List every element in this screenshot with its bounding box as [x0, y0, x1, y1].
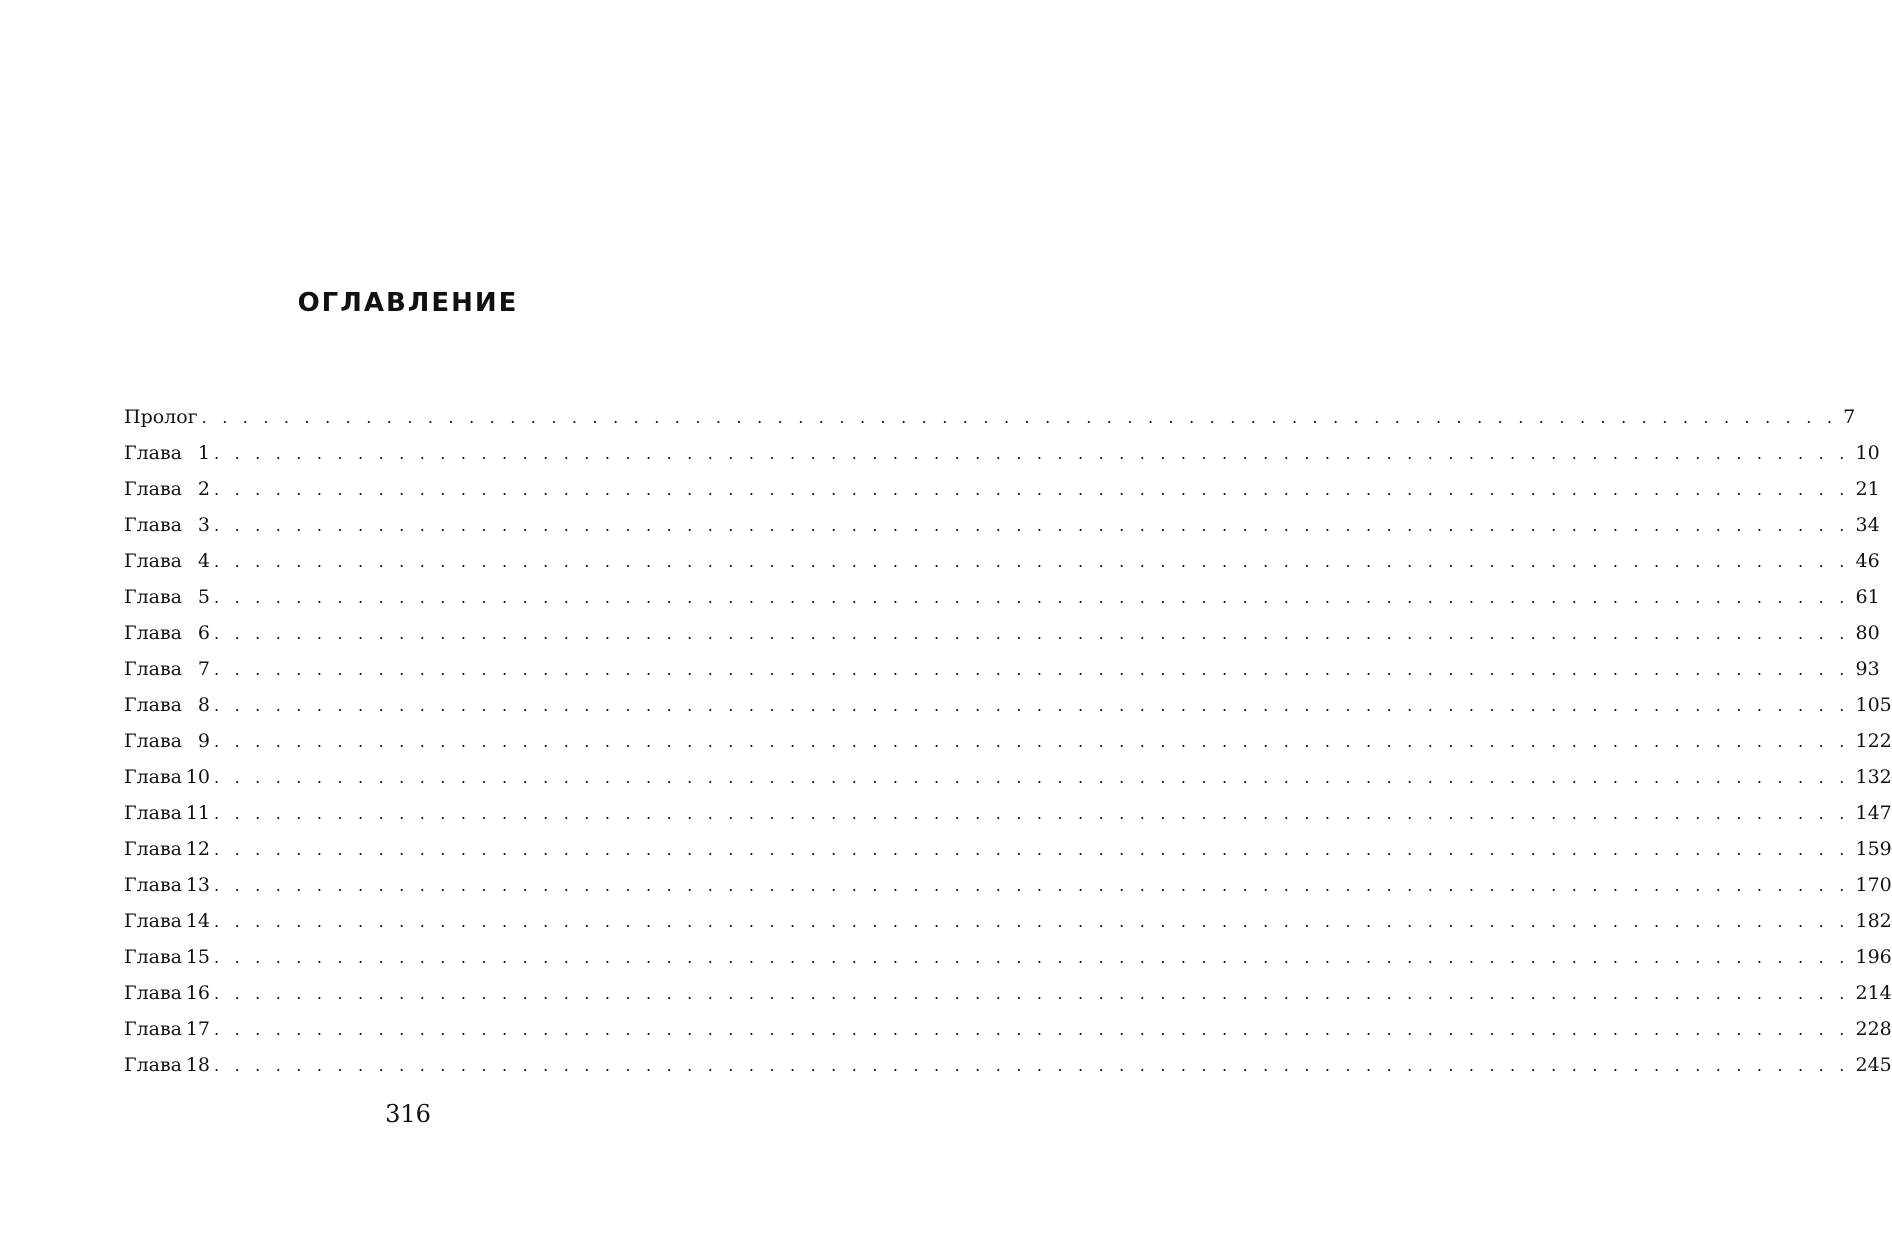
- toc-entry-number: 1: [197, 442, 211, 464]
- toc-entry-title: Глава: [124, 514, 183, 536]
- toc-entry-label: [124, 658, 210, 680]
- dot-leader: . . . . . . . . . . . . . . . . . . . . . . . . . . . . . . . . . . . . . . . . . . . . . . . . . . . . . . . . . . . . . . . . . . . . . . . . . . . . . . . .: [214, 732, 1850, 751]
- toc-entry-page: 170: [1855, 874, 1892, 896]
- toc-entry-title: Глава: [124, 910, 183, 932]
- toc-entry-title: Глава: [124, 586, 183, 608]
- toc-entry-number: 17: [185, 1018, 211, 1040]
- toc-entry-number: 9: [197, 730, 211, 752]
- toc-entry: [124, 1018, 1892, 1054]
- dot-leader: . . . . . . . . . . . . . . . . . . . . . . . . . . . . . . . . . . . . . . . . . . . . . . . . . . . . . . . . . . . . . . . . . . . . . . . . . . . . . . . .: [214, 660, 1850, 679]
- toc-entry-label: [124, 514, 210, 536]
- page-number: 316: [385, 1100, 431, 1128]
- toc-entry: [124, 1054, 1892, 1090]
- toc-entry-label: [124, 730, 210, 752]
- toc-entry: [124, 874, 1892, 910]
- toc-entry: [124, 658, 1880, 694]
- dot-leader: . . . . . . . . . . . . . . . . . . . . . . . . . . . . . . . . . . . . . . . . . . . . . . . . . . . . . . . . . . . . . . . . . . . . . . . . . . . . . . . .: [214, 948, 1850, 967]
- dot-leader: . . . . . . . . . . . . . . . . . . . . . . . . . . . . . . . . . . . . . . . . . . . . . . . . . . . . . . . . . . . . . . . . . . . . . . . . . . . . . . . .: [214, 984, 1850, 1003]
- toc-entry: [124, 766, 1892, 802]
- toc-entry: [124, 730, 1892, 766]
- toc-entry-number: 6: [197, 622, 211, 644]
- toc-entry-title: Глава: [124, 1018, 183, 1040]
- toc-entry-title: Глава: [124, 946, 183, 968]
- toc-entry-label: [124, 802, 210, 824]
- toc-entry-page: 196: [1855, 946, 1892, 968]
- toc-entry: [124, 550, 1880, 586]
- toc-entry-number: 8: [197, 694, 211, 716]
- toc-entry-page: 93: [1855, 658, 1880, 680]
- toc-entry-page: 105: [1855, 694, 1892, 716]
- toc-entry-title: Глава: [124, 982, 183, 1004]
- dot-leader: . . . . . . . . . . . . . . . . . . . . . . . . . . . . . . . . . . . . . . . . . . . . . . . . . . . . . . . . . . . . . . . . . . . . . . . . . . . . . . . .: [214, 588, 1850, 607]
- toc-entry-label: [124, 442, 210, 464]
- toc-entry: [124, 982, 1892, 1018]
- toc-entry-title: Глава: [124, 874, 183, 896]
- dot-leader: . . . . . . . . . . . . . . . . . . . . . . . . . . . . . . . . . . . . . . . . . . . . . . . . . . . . . . . . . . . . . . . . . . . . . . . . . . . . . . . .: [214, 876, 1850, 895]
- toc-entry-label: [124, 478, 210, 500]
- toc-entry-page: 159: [1855, 838, 1892, 860]
- toc-entry: [124, 442, 1880, 478]
- toc-entry-title: Глава: [124, 550, 183, 572]
- toc-entry-label: [124, 874, 210, 896]
- toc-entry-title: Глава: [124, 478, 183, 500]
- toc-entry-label: [124, 910, 210, 932]
- toc-entry-title: Глава: [124, 730, 183, 752]
- dot-leader: . . . . . . . . . . . . . . . . . . . . . . . . . . . . . . . . . . . . . . . . . . . . . . . . . . . . . . . . . . . . . . . . . . . . . . . . . . . . . . . .: [214, 624, 1850, 643]
- toc-entry-title: Глава: [124, 802, 183, 824]
- toc-entry-title: Глава: [124, 838, 183, 860]
- toc-entry-number: 14: [185, 910, 211, 932]
- dot-leader: . . . . . . . . . . . . . . . . . . . . . . . . . . . . . . . . . . . . . . . . . . . . . . . . . . . . . . . . . . . . . . . . . . . . . . . . . . . . . . . .: [214, 444, 1850, 463]
- toc-entry-number: 7: [197, 658, 211, 680]
- toc-entry: [124, 406, 1856, 442]
- toc-entry-number: 10: [185, 766, 211, 788]
- toc-entry-title: Глава: [124, 1054, 183, 1076]
- toc-entry-page: 80: [1855, 622, 1880, 644]
- toc-entry-number: 18: [185, 1054, 211, 1076]
- toc-entry-label: [124, 550, 210, 572]
- dot-leader: . . . . . . . . . . . . . . . . . . . . . . . . . . . . . . . . . . . . . . . . . . . . . . . . . . . . . . . . . . . . . . . . . . . . . . . . . . . . . . . .: [214, 696, 1850, 715]
- toc-entry: [124, 838, 1892, 874]
- toc-entry-number: 3: [197, 514, 211, 536]
- toc-entry-page: 34: [1855, 514, 1880, 536]
- toc-entry-number: 11: [185, 802, 211, 824]
- toc-entry-title: Пролог: [124, 406, 198, 428]
- toc-entry-title: Глава: [124, 766, 183, 788]
- toc-entry-number: 5: [197, 586, 211, 608]
- toc-entry-label: [124, 838, 210, 860]
- toc-entry-page: 228: [1855, 1018, 1892, 1040]
- toc-entry: [124, 694, 1892, 730]
- toc-entry-page: 46: [1855, 550, 1880, 572]
- toc-entry-page: 7: [1843, 406, 1856, 428]
- toc-entry-page: 214: [1855, 982, 1892, 1004]
- toc-entry-label: [124, 622, 210, 644]
- page-title: ОГЛАВЛЕНИЕ: [297, 288, 519, 318]
- toc-entry: [124, 622, 1880, 658]
- toc-entry-number: 13: [185, 874, 211, 896]
- toc-entry-page: 147: [1855, 802, 1892, 824]
- toc-entry-label: [124, 946, 210, 968]
- toc-entry-title: Глава: [124, 658, 183, 680]
- toc-entry-number: 4: [197, 550, 211, 572]
- toc-entry-title: Глава: [124, 694, 183, 716]
- toc-entry: [124, 910, 1892, 946]
- toc-entry-page: 245: [1855, 1054, 1892, 1076]
- toc-entry-number: 12: [185, 838, 211, 860]
- toc-entry-page: 132: [1855, 766, 1892, 788]
- toc-entry-page: 182: [1855, 910, 1892, 932]
- dot-leader: . . . . . . . . . . . . . . . . . . . . . . . . . . . . . . . . . . . . . . . . . . . . . . . . . . . . . . . . . . . . . . . . . . . . . . . . . . . . . . . .: [214, 552, 1850, 571]
- toc-entry-page: 122: [1855, 730, 1892, 752]
- dot-leader: . . . . . . . . . . . . . . . . . . . . . . . . . . . . . . . . . . . . . . . . . . . . . . . . . . . . . . . . . . . . . . . . . . . . . . . . . . . . . . . .: [214, 768, 1850, 787]
- toc-entry-number: 2: [197, 478, 211, 500]
- dot-leader: . . . . . . . . . . . . . . . . . . . . . . . . . . . . . . . . . . . . . . . . . . . . . . . . . . . . . . . . . . . . . . . . . . . . . . . . . . . . . . . .: [214, 1056, 1850, 1075]
- toc-entry: [124, 802, 1892, 838]
- toc-entry-label: [124, 586, 210, 608]
- dot-leader: . . . . . . . . . . . . . . . . . . . . . . . . . . . . . . . . . . . . . . . . . . . . . . . . . . . . . . . . . . . . . . . . . . . . . . . . . . . . . . . .: [214, 480, 1850, 499]
- toc-entry: [124, 514, 1880, 550]
- toc-entry: [124, 586, 1880, 622]
- toc-entry-label: [124, 1054, 210, 1076]
- toc-entry-page: 10: [1855, 442, 1880, 464]
- dot-leader: . . . . . . . . . . . . . . . . . . . . . . . . . . . . . . . . . . . . . . . . . . . . . . . . . . . . . . . . . . . . . . . . . . . . . . . . . . . . . . . .: [214, 1020, 1850, 1039]
- toc-entry-title: Глава: [124, 442, 183, 464]
- toc-entry-label: [124, 406, 198, 428]
- toc-entry-label: [124, 1018, 210, 1040]
- dot-leader: . . . . . . . . . . . . . . . . . . . . . . . . . . . . . . . . . . . . . . . . . . . . . . . . . . . . . . . . . . . . . . . . . . . . . . . . . . . . . . . .: [201, 408, 1838, 427]
- dot-leader: . . . . . . . . . . . . . . . . . . . . . . . . . . . . . . . . . . . . . . . . . . . . . . . . . . . . . . . . . . . . . . . . . . . . . . . . . . . . . . . .: [214, 912, 1850, 931]
- dot-leader: . . . . . . . . . . . . . . . . . . . . . . . . . . . . . . . . . . . . . . . . . . . . . . . . . . . . . . . . . . . . . . . . . . . . . . . . . . . . . . . .: [214, 840, 1850, 859]
- toc-entry: [124, 946, 1892, 982]
- dot-leader: . . . . . . . . . . . . . . . . . . . . . . . . . . . . . . . . . . . . . . . . . . . . . . . . . . . . . . . . . . . . . . . . . . . . . . . . . . . . . . . .: [214, 516, 1850, 535]
- toc-entry-number: 15: [185, 946, 211, 968]
- toc-entry-label: [124, 766, 210, 788]
- toc-entry: [124, 478, 1880, 514]
- toc-entry-label: [124, 982, 210, 1004]
- toc-entry-page: 61: [1855, 586, 1880, 608]
- toc-entry-title: Глава: [124, 622, 183, 644]
- table-of-contents: [124, 406, 1892, 1090]
- dot-leader: . . . . . . . . . . . . . . . . . . . . . . . . . . . . . . . . . . . . . . . . . . . . . . . . . . . . . . . . . . . . . . . . . . . . . . . . . . . . . . . .: [214, 804, 1850, 823]
- toc-entry-page: 21: [1855, 478, 1880, 500]
- toc-entry-label: [124, 694, 210, 716]
- toc-entry-number: 16: [185, 982, 211, 1004]
